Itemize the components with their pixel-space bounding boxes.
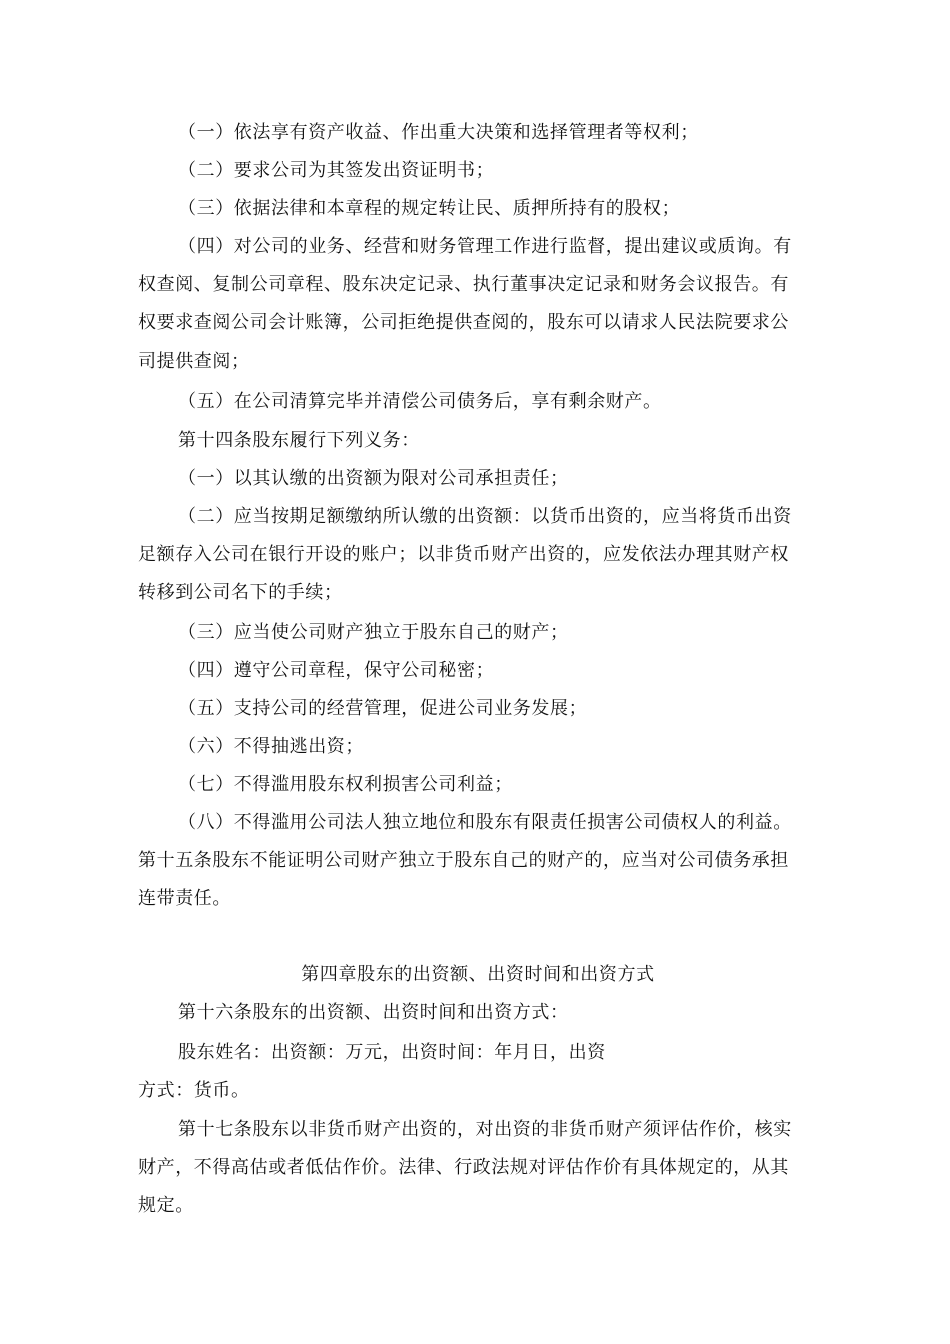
clause-line: （三）应当使公司财产独立于股东自己的财产；	[178, 622, 569, 643]
clause-line: （二）要求公司为其签发出资证明书；	[178, 160, 495, 181]
clause-line: 转移到公司名下的手续；	[138, 582, 343, 603]
clause-line: （一）依法享有资产收益、作出重大决策和选择管理者等权利；	[178, 122, 699, 143]
article-line: 第十五条股东不能证明公司财产独立于股东自己的财产的，应当对公司债务承担	[138, 850, 789, 871]
clause-line: （四）遵守公司章程，保守公司秘密；	[178, 660, 495, 681]
clause-line: （五）支持公司的经营管理，促进公司业务发展；	[178, 698, 588, 719]
clause-line: （六）不得抽逃出资；	[178, 736, 364, 757]
clause-line: 足额存入公司在银行开设的账户；以非货币财产出资的，应发依法办理其财产权	[138, 544, 789, 565]
clause-line: 规定。	[138, 1195, 194, 1216]
clause-line: （三）依据法律和本章程的规定转让民、质押所持有的股权；	[178, 198, 681, 219]
article-line: 第十六条股东的出资额、出资时间和出资方式：	[178, 1002, 569, 1023]
clause-line: （五）在公司清算完毕并清偿公司债务后，享有剩余财产。	[178, 391, 662, 412]
article-line: 第十四条股东履行下列义务：	[178, 430, 420, 451]
clause-line: （二）应当按期足额缴纳所认缴的出资额：以货币出资的，应当将货币出资	[178, 506, 792, 527]
clause-line: 权要求查阅公司会计账簿，公司拒绝提供查阅的，股东可以请求人民法院要求公	[138, 312, 789, 333]
clause-line: 权查阅、复制公司章程、股东决定记录、执行董事决定记录和财务会议报告。有	[138, 274, 789, 295]
clause-line: （八）不得滥用公司法人独立地位和股东有限责任损害公司债权人的利益。	[178, 812, 792, 833]
clause-line: （四）对公司的业务、经营和财务管理工作进行监督，提出建议或质询。有	[178, 236, 792, 257]
clause-line: 司提供查阅；	[138, 351, 250, 372]
form-line: 股东姓名：出资额：万元，出资时间：年月日，出资	[178, 1042, 606, 1063]
article-line: 第十七条股东以非货币财产出资的，对出资的非货币财产须评估作价，核实	[178, 1119, 792, 1140]
clause-line: （一）以其认缴的出资额为限对公司承担责任；	[178, 468, 569, 489]
clause-line: （七）不得滥用股东权利损害公司利益；	[178, 774, 513, 795]
form-line: 方式：货币。	[138, 1080, 250, 1101]
clause-line: 财产，不得高估或者低估作价。法律、行政法规对评估作价有具体规定的，从其	[138, 1157, 789, 1178]
chapter-heading: 第四章股东的出资额、出资时间和出资方式	[301, 964, 655, 985]
clause-line: 连带责任。	[138, 888, 231, 909]
